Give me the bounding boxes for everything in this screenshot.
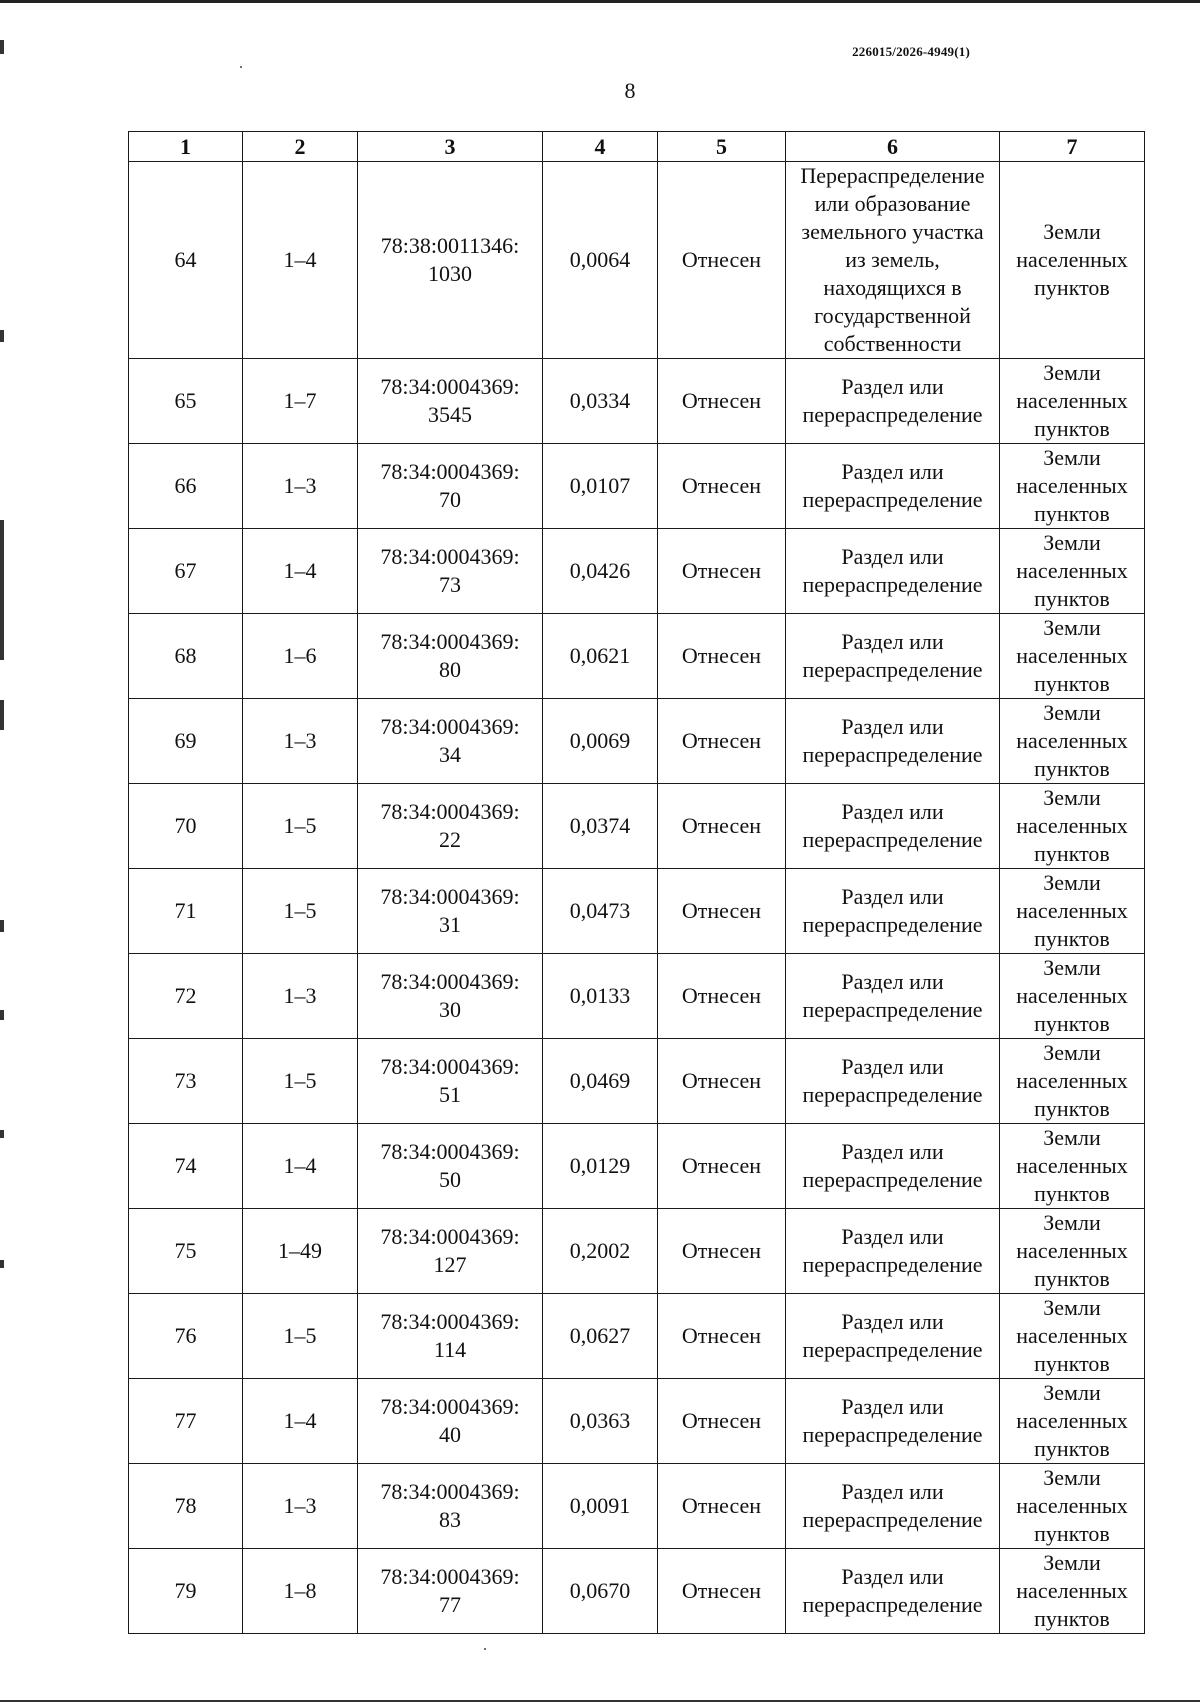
category-line: населенных xyxy=(1016,983,1128,1008)
purpose-line: перераспределение xyxy=(802,1167,983,1192)
category-line: Земли xyxy=(1043,1210,1101,1235)
cadastral-number xyxy=(358,162,543,359)
category-line: пунктов xyxy=(1034,1606,1110,1631)
purpose-text xyxy=(786,1549,1000,1634)
area-value: 0,0621 xyxy=(543,614,658,699)
category-line: Земли xyxy=(1043,1465,1101,1490)
land-category xyxy=(1000,784,1145,869)
row-number: 78 xyxy=(129,1464,243,1549)
cadastral-prefix: 78:34:0004369: xyxy=(380,969,520,994)
status-value: Отнесен xyxy=(658,1379,786,1464)
scan-top-border xyxy=(0,0,1200,3)
land-category xyxy=(1000,444,1145,529)
status-value: Отнесен xyxy=(658,1124,786,1209)
scan-speck xyxy=(240,66,242,68)
cadastral-prefix: 78:34:0004369: xyxy=(380,1054,520,1079)
cadastral-suffix: 50 xyxy=(439,1167,461,1192)
area-value: 0,0374 xyxy=(543,784,658,869)
point-range: 1–3 xyxy=(243,699,358,784)
cadastral-suffix: 80 xyxy=(439,657,461,682)
area-value: 0,2002 xyxy=(543,1209,658,1294)
column-header-5: 5 xyxy=(658,132,786,162)
cadastral-suffix: 34 xyxy=(439,742,461,767)
row-number: 77 xyxy=(129,1379,243,1464)
category-line: пунктов xyxy=(1034,671,1110,696)
purpose-text xyxy=(786,359,1000,444)
table-row xyxy=(129,1464,1145,1549)
table-row xyxy=(129,954,1145,1039)
page-number: 8 xyxy=(624,78,636,103)
row-number: 68 xyxy=(129,614,243,699)
land-category xyxy=(1000,954,1145,1039)
purpose-line: Раздел или xyxy=(841,799,944,824)
category-line: населенных xyxy=(1016,1493,1128,1518)
cadastral-suffix: 114 xyxy=(433,1337,467,1362)
cadastral-suffix: 70 xyxy=(439,487,461,512)
purpose-text xyxy=(786,162,1000,359)
category-line: населенных xyxy=(1016,1578,1128,1603)
cadastral-suffix: 31 xyxy=(439,912,461,937)
status-value: Отнесен xyxy=(658,359,786,444)
purpose-text xyxy=(786,1294,1000,1379)
cadastral-number xyxy=(358,1549,543,1634)
status-value: Отнесен xyxy=(658,1294,786,1379)
point-range: 1–7 xyxy=(243,359,358,444)
cadastral-prefix: 78:34:0004369: xyxy=(380,1309,520,1334)
cadastral-suffix: 22 xyxy=(439,827,461,852)
category-line: пунктов xyxy=(1034,1351,1110,1376)
point-range: 1–5 xyxy=(243,784,358,869)
table-row xyxy=(129,784,1145,869)
cadastral-number xyxy=(358,699,543,784)
table-row xyxy=(129,614,1145,699)
cadastral-suffix: 73 xyxy=(439,572,461,597)
column-header-7: 7 xyxy=(1000,132,1145,162)
category-line: пунктов xyxy=(1034,586,1110,611)
category-line: населенных xyxy=(1016,813,1128,838)
point-range: 1–5 xyxy=(243,869,358,954)
row-number: 69 xyxy=(129,699,243,784)
status-value: Отнесен xyxy=(658,444,786,529)
area-value: 0,0069 xyxy=(543,699,658,784)
purpose-text xyxy=(786,444,1000,529)
purpose-text xyxy=(786,1464,1000,1549)
cadastral-number xyxy=(358,1379,543,1464)
area-value: 0,0091 xyxy=(543,1464,658,1549)
cadastral-prefix: 78:34:0004369: xyxy=(380,1394,520,1419)
cadastral-suffix: 3545 xyxy=(428,402,472,427)
cadastral-prefix: 78:38:0011346: xyxy=(380,233,520,258)
purpose-line: Раздел или xyxy=(841,884,944,909)
purpose-line: перераспределение xyxy=(802,1592,983,1617)
land-category xyxy=(1000,1464,1145,1549)
area-value: 0,0426 xyxy=(543,529,658,614)
purpose-line: Раздел или xyxy=(841,374,944,399)
land-category xyxy=(1000,1209,1145,1294)
land-category xyxy=(1000,1124,1145,1209)
table-row xyxy=(129,444,1145,529)
status-value: Отнесен xyxy=(658,1209,786,1294)
document-id: 226015/2026-4949(1) xyxy=(852,44,970,59)
table-row xyxy=(129,1549,1145,1634)
purpose-line: Раздел или xyxy=(841,714,944,739)
category-line: Земли xyxy=(1043,870,1101,895)
status-value: Отнесен xyxy=(658,614,786,699)
land-category xyxy=(1000,614,1145,699)
cadastral-suffix: 30 xyxy=(439,997,461,1022)
purpose-line: перераспределение xyxy=(802,572,983,597)
point-range: 1–4 xyxy=(243,1379,358,1464)
cadastral-number xyxy=(358,1464,543,1549)
row-number: 64 xyxy=(129,162,243,359)
purpose-text xyxy=(786,699,1000,784)
status-value: Отнесен xyxy=(658,784,786,869)
cadastral-prefix: 78:34:0004369: xyxy=(380,799,520,824)
status-value: Отнесен xyxy=(658,869,786,954)
cadastral-prefix: 78:34:0004369: xyxy=(380,459,520,484)
cadastral-number xyxy=(358,784,543,869)
category-line: пунктов xyxy=(1034,275,1110,300)
purpose-text xyxy=(786,954,1000,1039)
table-row xyxy=(129,699,1145,784)
scan-left-edge-marks xyxy=(0,0,6,1706)
point-range: 1–6 xyxy=(243,614,358,699)
purpose-line: Раздел или xyxy=(841,1054,944,1079)
cadastral-number xyxy=(358,1124,543,1209)
table-row xyxy=(129,359,1145,444)
area-value: 0,0363 xyxy=(543,1379,658,1464)
purpose-line: перераспределение xyxy=(802,1252,983,1277)
area-value: 0,0469 xyxy=(543,1039,658,1124)
cadastral-prefix: 78:34:0004369: xyxy=(380,374,520,399)
table-row xyxy=(129,529,1145,614)
area-value: 0,0133 xyxy=(543,954,658,1039)
table-row xyxy=(129,1124,1145,1209)
area-value: 0,0334 xyxy=(543,359,658,444)
area-value: 0,0107 xyxy=(543,444,658,529)
purpose-line: Раздел или xyxy=(841,1479,944,1504)
purpose-line: перераспределение xyxy=(802,402,983,427)
row-number: 75 xyxy=(129,1209,243,1294)
purpose-line: Раздел или xyxy=(841,459,944,484)
purpose-line: перераспределение xyxy=(802,1082,983,1107)
purpose-line: находящихся в xyxy=(823,275,962,300)
point-range: 1–3 xyxy=(243,1464,358,1549)
point-range: 1–3 xyxy=(243,954,358,1039)
purpose-line: перераспределение xyxy=(802,827,983,852)
cadastral-suffix: 1030 xyxy=(428,261,472,286)
purpose-line: из земель, xyxy=(845,247,940,272)
point-range: 1–4 xyxy=(243,1124,358,1209)
cadastral-number xyxy=(358,869,543,954)
category-line: населенных xyxy=(1016,643,1128,668)
status-value: Отнесен xyxy=(658,954,786,1039)
purpose-line: Раздел или xyxy=(841,1139,944,1164)
table-row xyxy=(129,1379,1145,1464)
purpose-line: собственности xyxy=(823,331,962,356)
status-value: Отнесен xyxy=(658,1039,786,1124)
category-line: населенных xyxy=(1016,728,1128,753)
status-value: Отнесен xyxy=(658,529,786,614)
purpose-text xyxy=(786,1039,1000,1124)
cadastral-number xyxy=(358,444,543,529)
table-row xyxy=(129,162,1145,359)
table-row xyxy=(129,1294,1145,1379)
purpose-text xyxy=(786,784,1000,869)
purpose-line: государственной xyxy=(814,303,971,328)
purpose-line: Раздел или xyxy=(841,969,944,994)
scan-speck xyxy=(484,1648,486,1650)
category-line: пунктов xyxy=(1034,1096,1110,1121)
category-line: Земли xyxy=(1043,1125,1101,1150)
area-value: 0,0129 xyxy=(543,1124,658,1209)
table-row xyxy=(129,1039,1145,1124)
point-range: 1–4 xyxy=(243,162,358,359)
category-line: Земли xyxy=(1043,1380,1101,1405)
land-category xyxy=(1000,699,1145,784)
purpose-line: перераспределение xyxy=(802,1337,983,1362)
row-number: 70 xyxy=(129,784,243,869)
row-number: 72 xyxy=(129,954,243,1039)
cadastral-suffix: 127 xyxy=(433,1252,467,1277)
cadastral-prefix: 78:34:0004369: xyxy=(380,714,520,739)
category-line: населенных xyxy=(1016,473,1128,498)
cadastral-suffix: 83 xyxy=(439,1507,461,1532)
cadastral-number xyxy=(358,359,543,444)
cadastral-prefix: 78:34:0004369: xyxy=(380,629,520,654)
category-line: населенных xyxy=(1016,247,1128,272)
category-line: Земли xyxy=(1043,615,1101,640)
category-line: населенных xyxy=(1016,1153,1128,1178)
purpose-line: Раздел или xyxy=(841,629,944,654)
cadastral-prefix: 78:34:0004369: xyxy=(380,1479,520,1504)
cadastral-number xyxy=(358,1294,543,1379)
table-body xyxy=(129,162,1145,1634)
column-header-2: 2 xyxy=(243,132,358,162)
cadastral-number xyxy=(358,1039,543,1124)
category-line: Земли xyxy=(1043,785,1101,810)
point-range: 1–8 xyxy=(243,1549,358,1634)
purpose-text xyxy=(786,1124,1000,1209)
row-number: 71 xyxy=(129,869,243,954)
land-category xyxy=(1000,869,1145,954)
land-category xyxy=(1000,1294,1145,1379)
land-category xyxy=(1000,359,1145,444)
cadastral-prefix: 78:34:0004369: xyxy=(380,1224,520,1249)
category-line: Земли xyxy=(1043,955,1101,980)
point-range: 1–4 xyxy=(243,529,358,614)
purpose-text xyxy=(786,529,1000,614)
purpose-line: Раздел или xyxy=(841,1224,944,1249)
cadastral-number xyxy=(358,614,543,699)
cadastral-number xyxy=(358,1209,543,1294)
category-line: пунктов xyxy=(1034,501,1110,526)
cadastral-prefix: 78:34:0004369: xyxy=(380,1139,520,1164)
land-category xyxy=(1000,1039,1145,1124)
land-category xyxy=(1000,1549,1145,1634)
land-category xyxy=(1000,1379,1145,1464)
purpose-line: Раздел или xyxy=(841,544,944,569)
purpose-line: перераспределение xyxy=(802,912,983,937)
status-value: Отнесен xyxy=(658,162,786,359)
category-line: пунктов xyxy=(1034,1521,1110,1546)
category-line: пунктов xyxy=(1034,841,1110,866)
category-line: Земли xyxy=(1043,1040,1101,1065)
purpose-line: Раздел или xyxy=(841,1564,944,1589)
purpose-text xyxy=(786,1209,1000,1294)
category-line: Земли xyxy=(1043,700,1101,725)
point-range: 1–49 xyxy=(243,1209,358,1294)
cadastral-suffix: 77 xyxy=(439,1592,461,1617)
category-line: Земли xyxy=(1043,445,1101,470)
row-number: 66 xyxy=(129,444,243,529)
cadastral-prefix: 78:34:0004369: xyxy=(380,1564,520,1589)
purpose-text xyxy=(786,869,1000,954)
area-value: 0,0627 xyxy=(543,1294,658,1379)
purpose-line: Перераспределение xyxy=(800,163,985,188)
cadastral-prefix: 78:34:0004369: xyxy=(380,884,520,909)
category-line: Земли xyxy=(1043,219,1101,244)
category-line: населенных xyxy=(1016,1408,1128,1433)
purpose-line: перераспределение xyxy=(802,997,983,1022)
status-value: Отнесен xyxy=(658,699,786,784)
land-category xyxy=(1000,529,1145,614)
cadastral-prefix: 78:34:0004369: xyxy=(380,544,520,569)
row-number: 67 xyxy=(129,529,243,614)
category-line: пунктов xyxy=(1034,1266,1110,1291)
cadastral-suffix: 51 xyxy=(439,1082,461,1107)
category-line: населенных xyxy=(1016,1323,1128,1348)
purpose-text xyxy=(786,614,1000,699)
point-range: 1–5 xyxy=(243,1039,358,1124)
area-value: 0,0473 xyxy=(543,869,658,954)
category-line: пунктов xyxy=(1034,416,1110,441)
category-line: населенных xyxy=(1016,1238,1128,1263)
category-line: пунктов xyxy=(1034,1436,1110,1461)
column-number-row xyxy=(129,132,1145,162)
purpose-line: Раздел или xyxy=(841,1309,944,1334)
table-row xyxy=(129,869,1145,954)
purpose-line: Раздел или xyxy=(841,1394,944,1419)
cadastral-number xyxy=(358,954,543,1039)
column-header-3: 3 xyxy=(358,132,543,162)
category-line: пунктов xyxy=(1034,1181,1110,1206)
point-range: 1–5 xyxy=(243,1294,358,1379)
area-value: 0,0670 xyxy=(543,1549,658,1634)
purpose-line: перераспределение xyxy=(802,1422,983,1447)
category-line: населенных xyxy=(1016,898,1128,923)
category-line: Земли xyxy=(1043,1550,1101,1575)
row-number: 79 xyxy=(129,1549,243,1634)
category-line: пунктов xyxy=(1034,1011,1110,1036)
column-header-1: 1 xyxy=(129,132,243,162)
purpose-line: перераспределение xyxy=(802,1507,983,1532)
row-number: 65 xyxy=(129,359,243,444)
row-number: 73 xyxy=(129,1039,243,1124)
purpose-line: или образование xyxy=(814,191,971,216)
category-line: Земли xyxy=(1043,360,1101,385)
status-value: Отнесен xyxy=(658,1549,786,1634)
row-number: 76 xyxy=(129,1294,243,1379)
column-header-4: 4 xyxy=(543,132,658,162)
column-header-6: 6 xyxy=(786,132,1000,162)
purpose-line: земельного участка xyxy=(801,219,984,244)
category-line: пунктов xyxy=(1034,926,1110,951)
cadastral-number xyxy=(358,529,543,614)
category-line: населенных xyxy=(1016,558,1128,583)
land-parcel-table xyxy=(128,131,1145,1634)
category-line: населенных xyxy=(1016,388,1128,413)
land-category xyxy=(1000,162,1145,359)
purpose-line: перераспределение xyxy=(802,487,983,512)
table-row xyxy=(129,1209,1145,1294)
purpose-line: перераспределение xyxy=(802,657,983,682)
category-line: населенных xyxy=(1016,1068,1128,1093)
category-line: пунктов xyxy=(1034,756,1110,781)
scan-bottom-border xyxy=(0,1700,1200,1702)
row-number: 74 xyxy=(129,1124,243,1209)
cadastral-suffix: 40 xyxy=(439,1422,461,1447)
status-value: Отнесен xyxy=(658,1464,786,1549)
area-value: 0,0064 xyxy=(543,162,658,359)
point-range: 1–3 xyxy=(243,444,358,529)
purpose-line: перераспределение xyxy=(802,742,983,767)
purpose-text xyxy=(786,1379,1000,1464)
category-line: Земли xyxy=(1043,1295,1101,1320)
category-line: Земли xyxy=(1043,530,1101,555)
